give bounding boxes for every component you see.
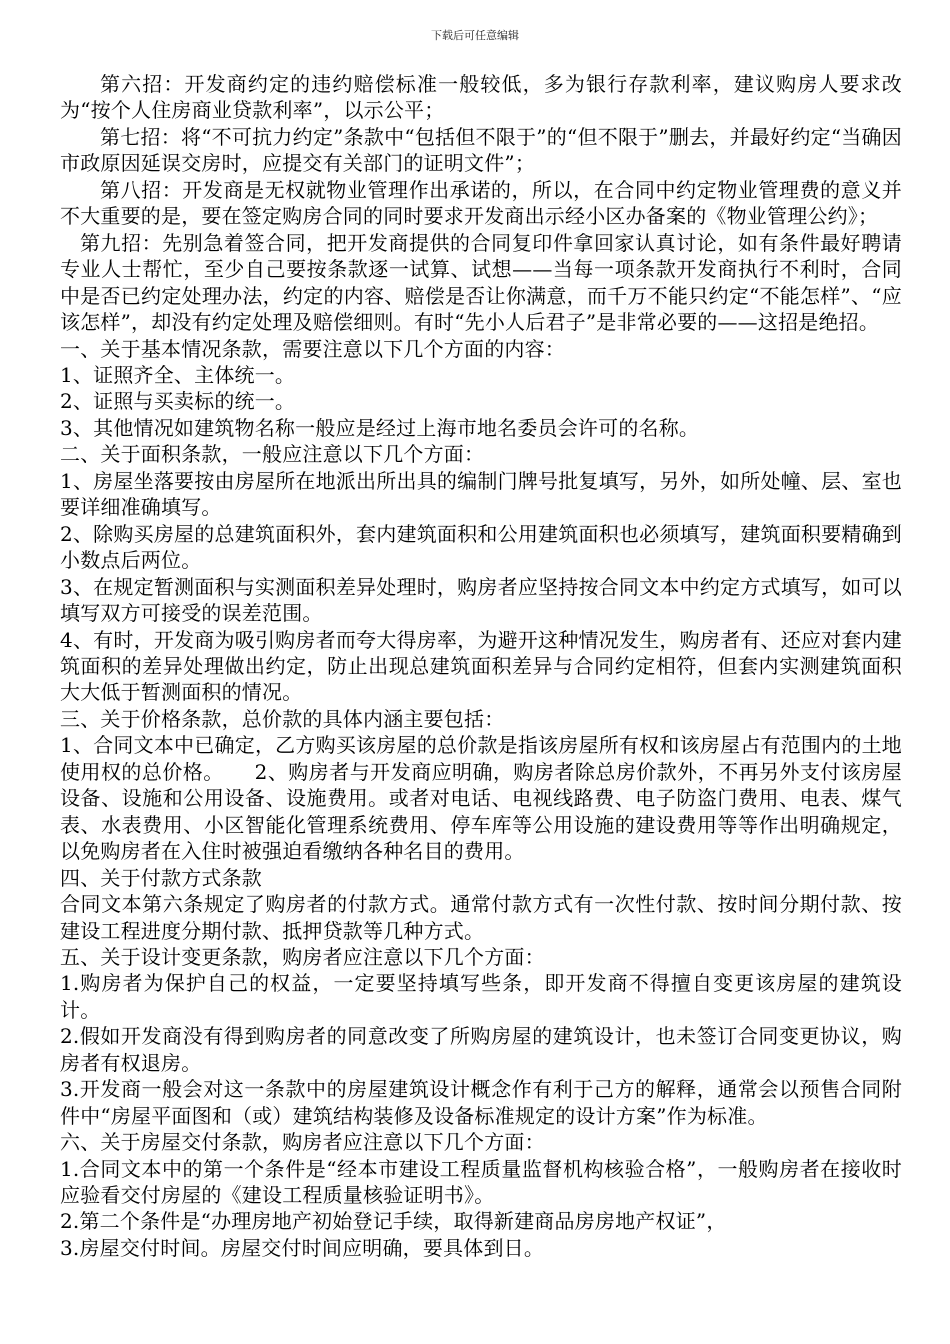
paragraph-payment: 合同文本第六条规定了购房者的付款方式。通常付款方式有一次性付款、按时间分期付款、按建设工程进度分期付款、抵押贷款等几种方式。 <box>60 892 902 943</box>
paragraph-tip-9: 第九招：先别急着签合同，把开发商提供的合同复印件拿回家认真讨论，如有条件最好聘请专业人士帮忙，至少自己要按条款逐一试算、试想——当每一项条款开发商执行不利时，合同中是否已约定处理办法，约定的内容、赔偿是否让你满意，而千万不能只约定“不能怎样”、“应该怎样”，却没有约定处理及赔偿细则。有时“先小人后君子”是非常必要的——这招是绝招。 <box>60 230 902 335</box>
list-item: 1.合同文本中的第一个条件是“经本市建设工程质量监督机构核验合格”，一般购房者在接收时应验看交付房屋的《建设工程质量核验证明书》。 <box>60 1156 902 1208</box>
list-item: 3、在规定暂测面积与实测面积差异处理时，购房者应坚持按合同文本中约定方式填写，如可以填写双方可接受的误差范围。 <box>60 574 902 626</box>
section-heading-area: 二、关于面积条款，一般应注意以下几个方面： <box>60 442 485 467</box>
paragraph-tip-6: 第六招：开发商约定的违约赔偿标准一般较低，多为银行存款利率，建议购房人要求改为“按个人住房商业贷款利率”，以示公平； <box>60 72 902 123</box>
paragraph-tip-7: 第七招：将“不可抗力约定”条款中“包括但不限于”的“但不限于”删去，并最好约定“当确因市政原因延误交房时，应提交有关部门的证明文件”； <box>60 124 902 176</box>
list-item: 3.房屋交付时间。房屋交付时间应明确，要具体到日。 <box>60 1235 545 1260</box>
list-item: 3.开发商一般会对这一条款中的房屋建筑设计概念作有利于己方的解释，通常会以预售合同附件中“房屋平面图和（或）建筑结构装修及设备标准规定的设计方案”作为标准。 <box>60 1077 902 1128</box>
section-heading-design-change: 五、关于设计变更条款，购房者应注意以下几个方面： <box>60 944 545 969</box>
list-item: 3、其他情况如建筑物名称一般应是经过上海市地名委员会许可的名称。 <box>60 415 700 440</box>
section-heading-basic-info: 一、关于基本情况条款，需要注意以下几个方面的内容： <box>60 336 565 361</box>
list-item: 2、除购买房屋的总建筑面积外，套内建筑面积和公用建筑面积也必须填写，建筑面积要精确到小数点后两位。 <box>60 521 902 573</box>
list-item: 1、证照齐全、主体统一。 <box>60 362 296 387</box>
list-item: 2.第二个条件是“办理房地产初始登记手续，取得新建商品房房地产权证”， <box>60 1209 727 1234</box>
list-item: 1、房屋坐落要按由房屋所在地派出所出具的编制门牌号批复填写，另外，如所处幢、层、室也要详细准确填写。 <box>60 468 902 520</box>
page-header: 下载后可任意编辑 <box>431 29 519 42</box>
document-body <box>60 71 902 1261</box>
section-heading-payment: 四、关于付款方式条款 <box>60 865 262 890</box>
section-heading-delivery: 六、关于房屋交付条款，购房者应注意以下几个方面： <box>60 1130 545 1155</box>
paragraph-tip-8: 第八招：开发商是无权就物业管理作出承诺的，所以，在合同中约定物业管理费的意义并不大重要的是，要在签定购房合同的同时要求开发商出示经小区办备案的《物业管理公约》； <box>60 177 902 229</box>
section-heading-price: 三、关于价格条款，总价款的具体内涵主要包括： <box>60 706 505 731</box>
list-item: 1、合同文本中已确定，乙方购买该房屋的总价款是指该房屋所有权和该房屋占有范围内的土地使用权的总价格。 2、购房者与开发商应明确，购房者除总房价款外，不再另外支付该房屋设备、设施和公用设备、设施费用。或者对电话、电视线路费、电子防盗门费用、电表、煤气表、水表费用、小区智能化管理系统费用、停车库等公用设施的建设费用等等作出明确规定，以免购房者在入住时被强迫看缴纳各种名目的费用。 <box>60 733 902 864</box>
list-item: 1.购房者为保护自己的权益，一定要坚持填写些条，即开发商不得擅自变更该房屋的建筑设计。 <box>60 971 902 1022</box>
list-item: 4、有时，开发商为吸引购房者而夸大得房率，为避开这种情况发生，购房者有、还应对套内建筑面积的差异处理做出约定，防止出现总建筑面积差异与合同约定相符，但套内实测建筑面积大大低于暂测面积的情况。 <box>60 627 902 705</box>
list-item: 2.假如开发商没有得到购房者的同意改变了所购房屋的建筑设计，也未签订合同变更协议，购房者有权退房。 <box>60 1024 902 1075</box>
list-item: 2、证照与买卖标的统一。 <box>60 389 296 414</box>
